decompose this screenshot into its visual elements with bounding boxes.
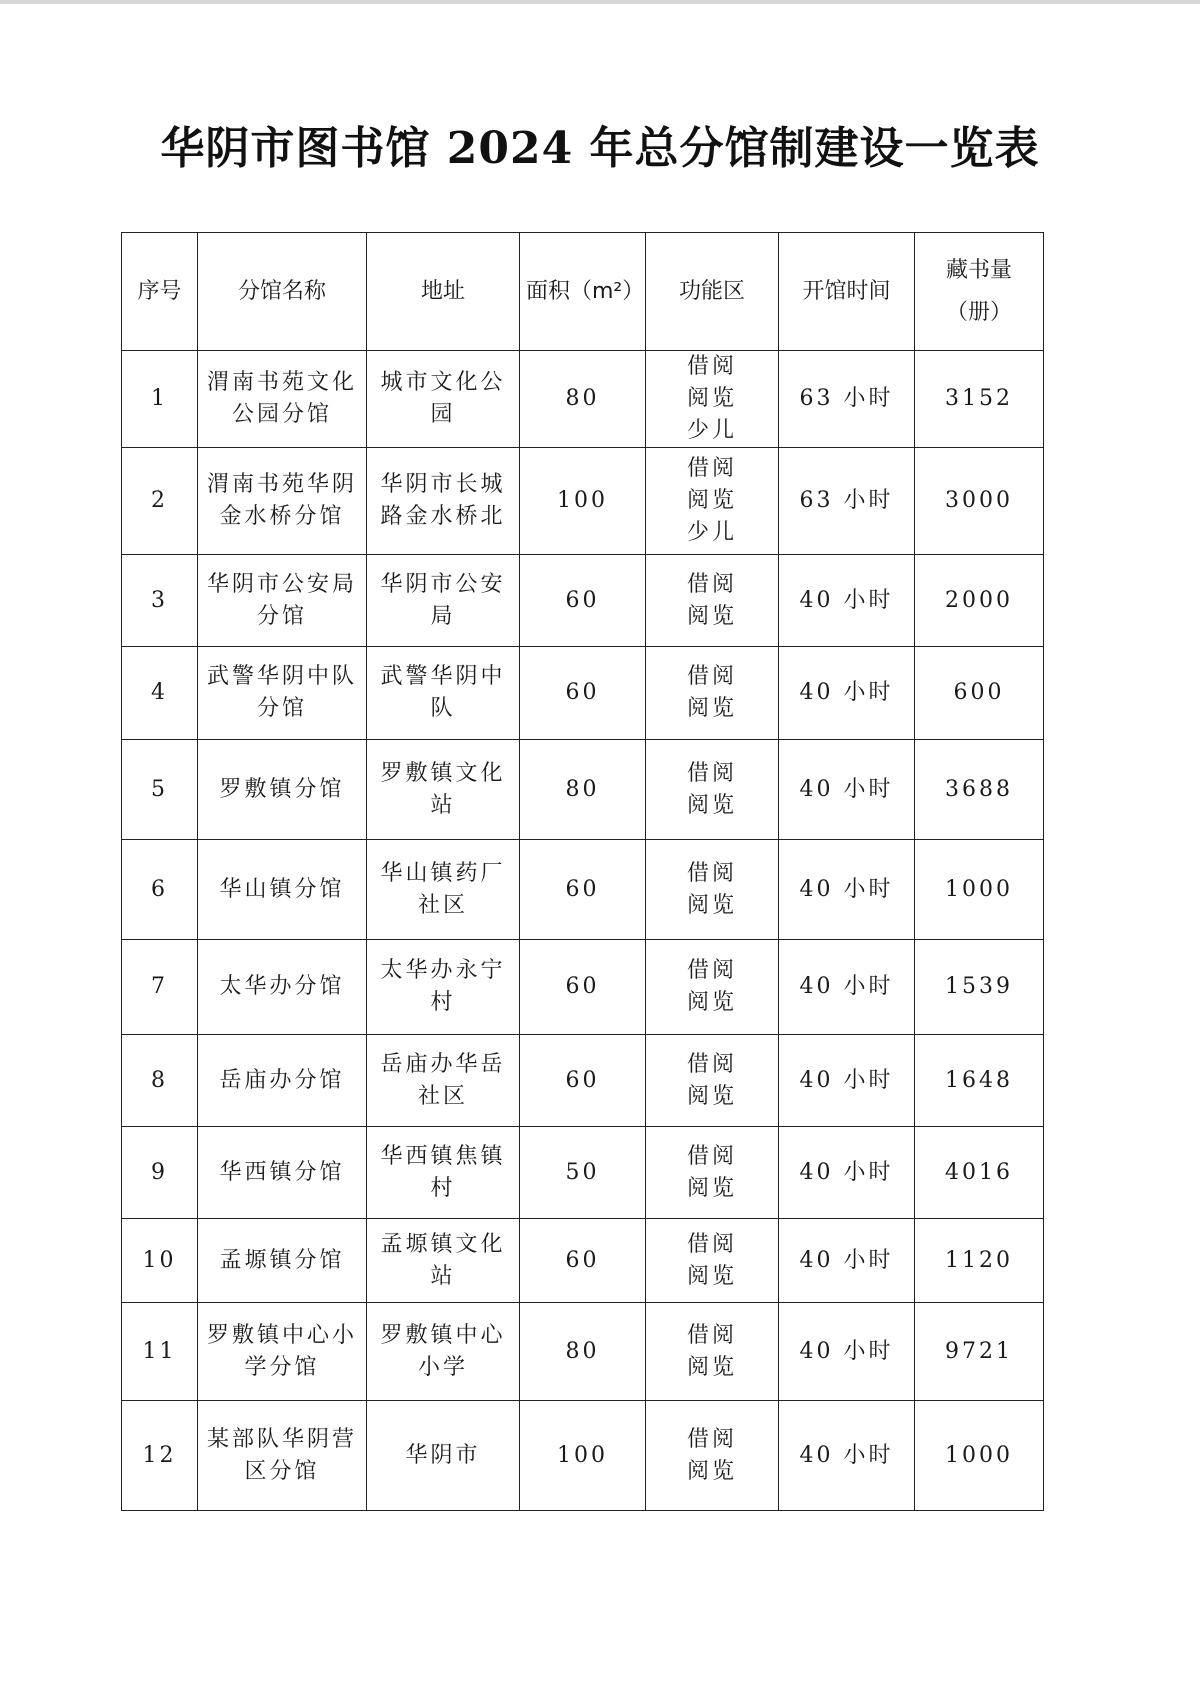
- function-item: 借阅: [686, 760, 737, 786]
- function-item: 借阅: [686, 958, 737, 983]
- row-branch-name: 太华办分馆: [198, 940, 367, 1035]
- row-functions: [646, 448, 779, 555]
- row-functions: [646, 1219, 779, 1303]
- row-address: 孟塬镇文化站: [367, 1219, 520, 1303]
- function-item: 阅览: [686, 1263, 737, 1289]
- row-branch-name: 罗敷镇中心小学分馆: [198, 1303, 367, 1401]
- function-item: 阅览: [686, 603, 737, 629]
- function-item: 借阅: [686, 1322, 737, 1348]
- function-item: 借阅: [686, 1143, 737, 1169]
- row-books: 1648: [915, 1035, 1044, 1127]
- row-functions: [646, 351, 779, 448]
- function-item: 少儿: [686, 418, 737, 443]
- row-area: 60: [520, 555, 646, 647]
- top-edge-strip: [0, 0, 1200, 4]
- row-address: 华阴市: [367, 1401, 520, 1511]
- row-hours: 40 小时: [779, 840, 915, 940]
- row-hours: 63 小时: [779, 351, 915, 448]
- row-books: 1120: [915, 1219, 1044, 1303]
- row-address: 华西镇焦镇村: [367, 1127, 520, 1219]
- function-item: 阅览: [686, 1083, 737, 1109]
- row-seq: 3: [122, 555, 198, 647]
- function-item: 阅览: [686, 386, 737, 411]
- row-address: 罗敷镇中心小学: [367, 1303, 520, 1401]
- row-area: 60: [520, 940, 646, 1035]
- table-row: [122, 940, 1044, 1035]
- row-area: 60: [520, 647, 646, 740]
- row-books: 9721: [915, 1303, 1044, 1401]
- row-address: 太华办永宁村: [367, 940, 520, 1035]
- row-books: 4016: [915, 1127, 1044, 1219]
- row-books: 1000: [915, 1401, 1044, 1511]
- row-books: 3688: [915, 740, 1044, 840]
- function-item: 少儿: [686, 520, 737, 545]
- function-item: 借阅: [686, 1426, 737, 1452]
- row-functions: [646, 840, 779, 940]
- row-area: 100: [520, 448, 646, 555]
- row-address: 岳庙办华岳社区: [367, 1035, 520, 1127]
- row-hours: 40 小时: [779, 740, 915, 840]
- row-functions: [646, 1127, 779, 1219]
- function-item: 借阅: [686, 1231, 737, 1257]
- function-item: 借阅: [686, 860, 737, 886]
- row-books: 3152: [915, 351, 1044, 448]
- row-seq: 2: [122, 448, 198, 555]
- header-seq: 序号: [122, 233, 198, 351]
- function-item: 阅览: [686, 488, 737, 513]
- table-row: [122, 448, 1044, 555]
- header-area: 面积（m²）: [520, 233, 646, 351]
- row-hours: 40 小时: [779, 1127, 915, 1219]
- row-area: 60: [520, 1219, 646, 1303]
- table-row: [122, 1219, 1044, 1303]
- header-books-line2: （册）: [945, 299, 1012, 325]
- header-address: 地址: [367, 233, 520, 351]
- header-books: [915, 233, 1044, 351]
- row-address: 罗敷镇文化站: [367, 740, 520, 840]
- row-branch-name: 华西镇分馆: [198, 1127, 367, 1219]
- row-branch-name: 武警华阴中队分馆: [198, 647, 367, 740]
- function-item: 阅览: [686, 696, 737, 721]
- row-area: 100: [520, 1401, 646, 1511]
- row-functions: [646, 1401, 779, 1511]
- row-hours: 40 小时: [779, 1035, 915, 1127]
- row-seq: 8: [122, 1035, 198, 1127]
- function-item: 阅览: [686, 1354, 737, 1380]
- row-hours: 40 小时: [779, 1401, 915, 1511]
- row-branch-name: 孟塬镇分馆: [198, 1219, 367, 1303]
- function-item: 阅览: [686, 990, 737, 1015]
- row-address: 华山镇药厂社区: [367, 840, 520, 940]
- header-books-line1: 藏书量: [945, 257, 1012, 283]
- row-seq: 10: [122, 1219, 198, 1303]
- table-row: [122, 351, 1044, 448]
- row-seq: 6: [122, 840, 198, 940]
- row-branch-name: 华山镇分馆: [198, 840, 367, 940]
- row-books: 3000: [915, 448, 1044, 555]
- row-functions: [646, 647, 779, 740]
- row-hours: 63 小时: [779, 448, 915, 555]
- row-branch-name: 某部队华阴营区分馆: [198, 1401, 367, 1511]
- table-row: [122, 647, 1044, 740]
- header-hours: 开馆时间: [779, 233, 915, 351]
- function-item: 借阅: [686, 664, 737, 689]
- table-row: [122, 1401, 1044, 1511]
- row-address: 城市文化公园: [367, 351, 520, 448]
- function-item: 借阅: [686, 354, 737, 379]
- row-branch-name: 渭南书苑华阴金水桥分馆: [198, 448, 367, 555]
- header-name: 分馆名称: [198, 233, 367, 351]
- row-seq: 9: [122, 1127, 198, 1219]
- row-area: 60: [520, 1035, 646, 1127]
- row-books: 1000: [915, 840, 1044, 940]
- function-item: 借阅: [686, 1051, 737, 1077]
- row-area: 50: [520, 1127, 646, 1219]
- branch-table: [121, 232, 1044, 1511]
- row-branch-name: 罗敷镇分馆: [198, 740, 367, 840]
- function-item: 阅览: [686, 892, 737, 918]
- row-branch-name: 渭南书苑文化公园分馆: [198, 351, 367, 448]
- row-functions: [646, 1035, 779, 1127]
- row-functions: [646, 940, 779, 1035]
- function-item: 借阅: [686, 571, 737, 597]
- row-books: 600: [915, 647, 1044, 740]
- row-functions: [646, 1303, 779, 1401]
- row-area: 60: [520, 840, 646, 940]
- table-row: [122, 1303, 1044, 1401]
- row-seq: 11: [122, 1303, 198, 1401]
- row-books: 2000: [915, 555, 1044, 647]
- table-row: [122, 840, 1044, 940]
- row-area: 80: [520, 351, 646, 448]
- row-address: 华阴市公安局: [367, 555, 520, 647]
- row-hours: 40 小时: [779, 647, 915, 740]
- row-seq: 7: [122, 940, 198, 1035]
- table-row: [122, 1127, 1044, 1219]
- row-books: 1539: [915, 940, 1044, 1035]
- page-title: 华阴市图书馆 2024 年总分馆制建设一览表: [160, 123, 1040, 174]
- row-address: 华阴市长城路金水桥北: [367, 448, 520, 555]
- row-hours: 40 小时: [779, 555, 915, 647]
- function-item: 借阅: [686, 456, 737, 481]
- table-row: [122, 740, 1044, 840]
- function-item: 阅览: [686, 1175, 737, 1201]
- row-hours: 40 小时: [779, 940, 915, 1035]
- row-seq: 5: [122, 740, 198, 840]
- table-row: [122, 555, 1044, 647]
- function-item: 阅览: [686, 792, 737, 818]
- row-seq: 12: [122, 1401, 198, 1511]
- header-row: [122, 233, 1044, 351]
- row-hours: 40 小时: [779, 1303, 915, 1401]
- function-item: 阅览: [686, 1458, 737, 1484]
- table-row: [122, 1035, 1044, 1127]
- row-functions: [646, 555, 779, 647]
- header-function: 功能区: [646, 233, 779, 351]
- row-area: 80: [520, 740, 646, 840]
- row-address: 武警华阴中队: [367, 647, 520, 740]
- row-seq: 1: [122, 351, 198, 448]
- row-branch-name: 华阴市公安局分馆: [198, 555, 367, 647]
- row-hours: 40 小时: [779, 1219, 915, 1303]
- row-area: 80: [520, 1303, 646, 1401]
- row-seq: 4: [122, 647, 198, 740]
- row-branch-name: 岳庙办分馆: [198, 1035, 367, 1127]
- row-functions: [646, 740, 779, 840]
